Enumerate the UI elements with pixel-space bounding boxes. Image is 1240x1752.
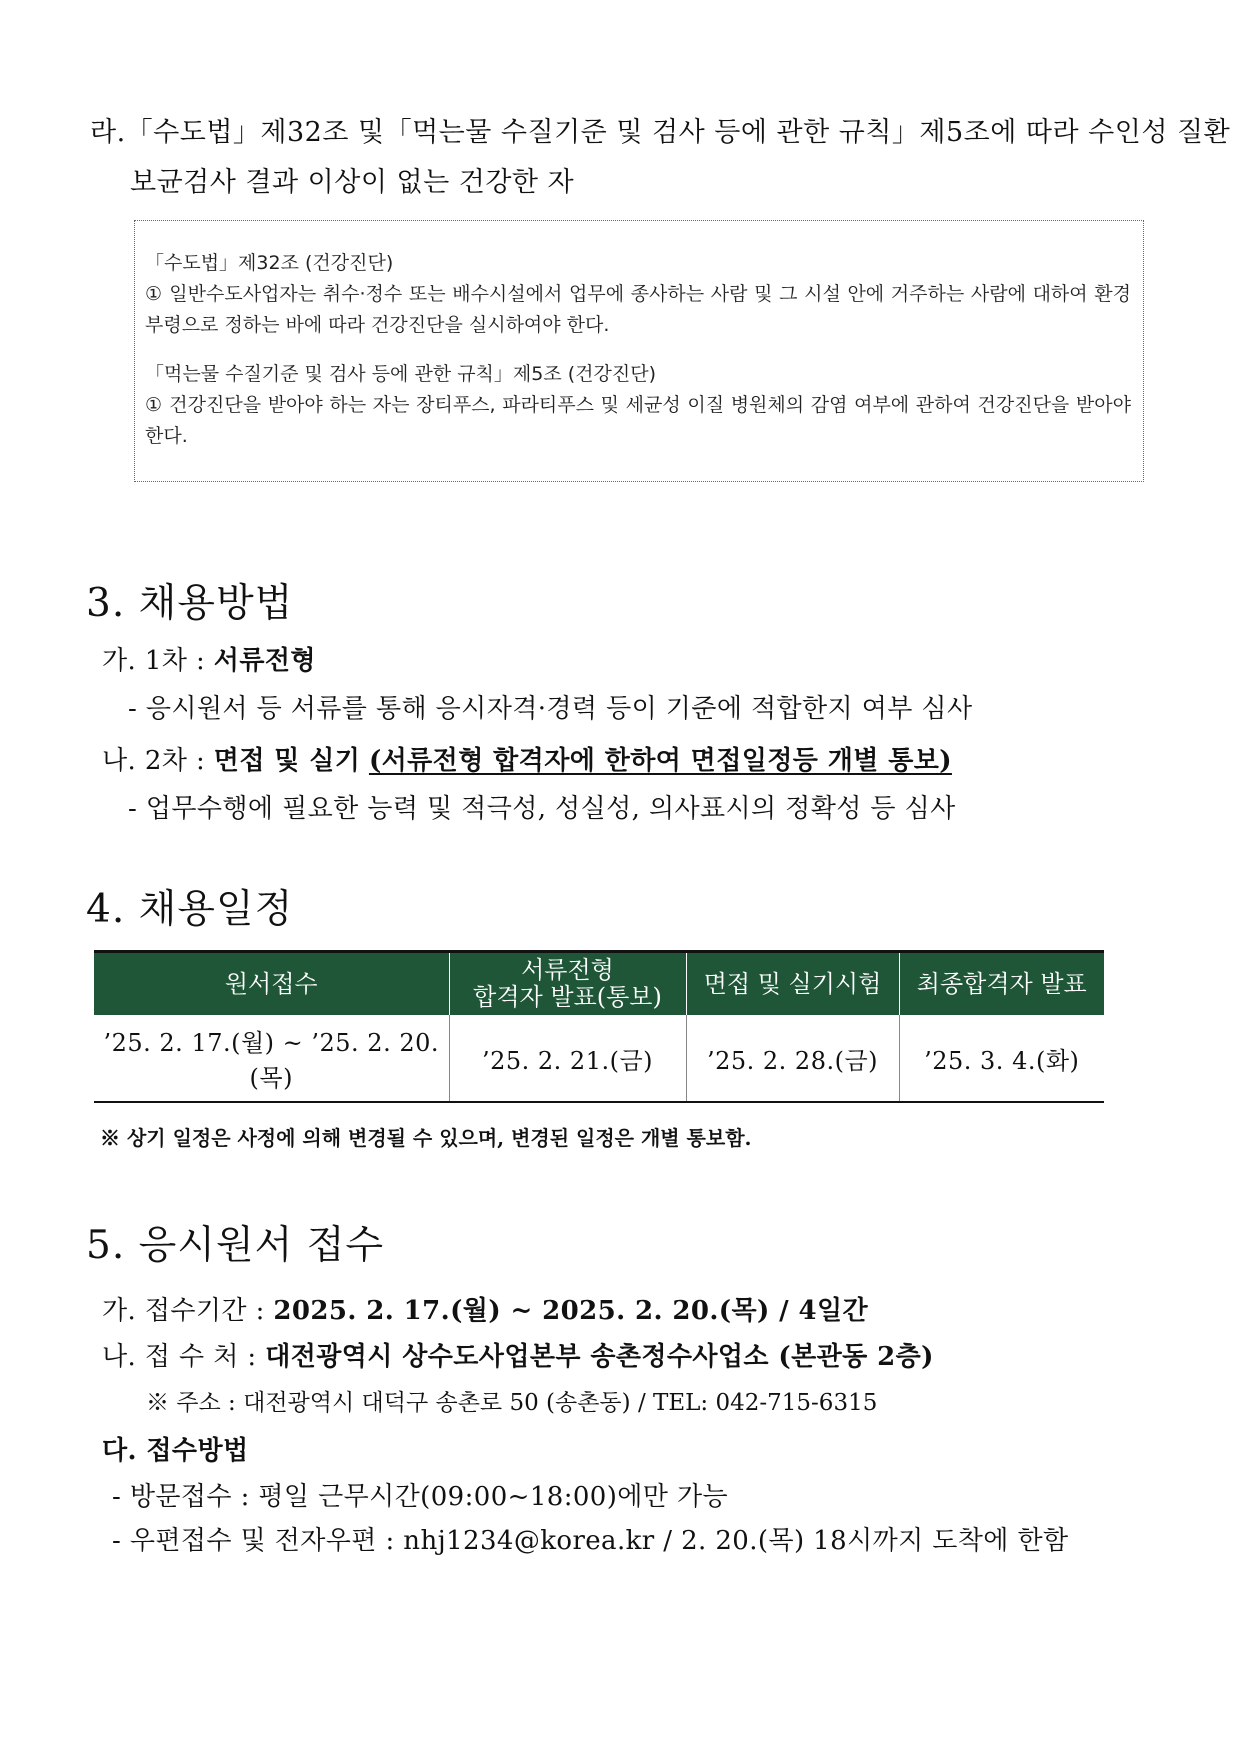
- application-period: [102, 1290, 868, 1327]
- schedule-note: ※ 상기 일정은 사정에 의해 변경될 수 있으며, 변경된 일정은 개별 통보함.: [100, 1126, 752, 1150]
- step2-name: 면접 및 실기: [213, 746, 361, 776]
- step1: [102, 640, 316, 677]
- method-title: 다. 접수방법: [102, 1436, 249, 1466]
- method-visit: - 방문접수 : 평일 근무시간(09:00~18:00)에만 가능: [112, 1482, 729, 1512]
- law1-body: ① 일반수도사업자는 취수·정수 또는 배수시설에서 업무에 종사하는 사람 및 그 시설 안에 거주하는 사람에 대하여 환경부령으로 정하는 바에 따라 건강진단을 실시하여야 한다.: [145, 283, 1131, 336]
- section5-title: 5. 응시원서 접수: [86, 1223, 385, 1268]
- header-document-result-line2: 합격자 발표(통보): [473, 983, 662, 1011]
- header-document-result-line1: 서류전형: [521, 956, 614, 984]
- schedule-table: [94, 950, 1104, 1103]
- law1-title: 「수도법」제32조 (건강진단): [145, 252, 394, 274]
- schedule-header-row: [94, 952, 1104, 1016]
- cell-application-period: ’25. 2. 17.(월) ~ ’25. 2. 20.(목): [94, 1015, 449, 1102]
- section4-title: 4. 채용일정: [86, 887, 294, 932]
- step2-note: (서류전형 합격자에 한하여 면접일정등 개별 통보): [368, 746, 952, 776]
- header-interview: 면접 및 실기시험: [686, 952, 899, 1016]
- header-document-result: [449, 952, 686, 1016]
- law2-title: 「먹는물 수질기준 및 검사 등에 관한 규칙」제5조 (건강진단): [145, 363, 656, 385]
- header-final-result: 최종합격자 발표: [899, 952, 1104, 1016]
- application-period-label: 가. 접수기간 :: [102, 1296, 274, 1326]
- step1-name: 서류전형: [213, 646, 316, 676]
- schedule-row: [94, 1015, 1104, 1102]
- step1-description: - 응시원서 등 서류를 통해 응시자격·경력 등이 기준에 적합한지 여부 심사: [128, 694, 973, 724]
- application-period-value: 2025. 2. 17.(월) ~ 2025. 2. 20.(목) / 4일간: [273, 1296, 869, 1326]
- law2-body: ① 건강진단을 받아야 하는 자는 장티푸스, 파라티푸스 및 세균성 이질 병원체의 감염 여부에 관하여 건강진단을 받아야 한다.: [145, 394, 1131, 447]
- method-mail: - 우편접수 및 전자우편 : nhj1234@korea.kr / 2. 20.(목) 18시까지 도착에 한함: [112, 1526, 1069, 1556]
- application-place-label: 나. 접 수 처 :: [102, 1342, 266, 1372]
- step2-prefix: 나. 2차 :: [102, 746, 214, 776]
- section3-title: 3. 채용방법: [86, 581, 294, 626]
- qualification-item-ra: 라.「수도법」제32조 및「먹는물 수질기준 및 검사 등에 관한 규칙」제5조에 따라 수인성 질환: [90, 117, 1231, 148]
- cell-final-result-date: ’25. 3. 4.(화): [899, 1015, 1104, 1102]
- cell-document-result-date: ’25. 2. 21.(금): [449, 1015, 686, 1102]
- law-excerpt-box: [134, 220, 1144, 482]
- application-place-value: 대전광역시 상수도사업본부 송촌정수사업소 (본관동 2층): [265, 1342, 934, 1372]
- cell-interview-date: ’25. 2. 28.(금): [686, 1015, 899, 1102]
- step2: [102, 740, 952, 777]
- step2-description: - 업무수행에 필요한 능력 및 적극성, 성실성, 의사표시의 정확성 등 심사: [128, 794, 956, 824]
- application-place: [102, 1336, 934, 1373]
- header-application: 원서접수: [94, 952, 449, 1016]
- step1-prefix: 가. 1차 :: [102, 646, 214, 676]
- qualification-item-ra-continued: 보균검사 결과 이상이 없는 건강한 자: [130, 167, 575, 198]
- address-note: ※ 주소 : 대전광역시 대덕구 송촌로 50 (송촌동) / TEL: 042-715-6315: [146, 1390, 878, 1416]
